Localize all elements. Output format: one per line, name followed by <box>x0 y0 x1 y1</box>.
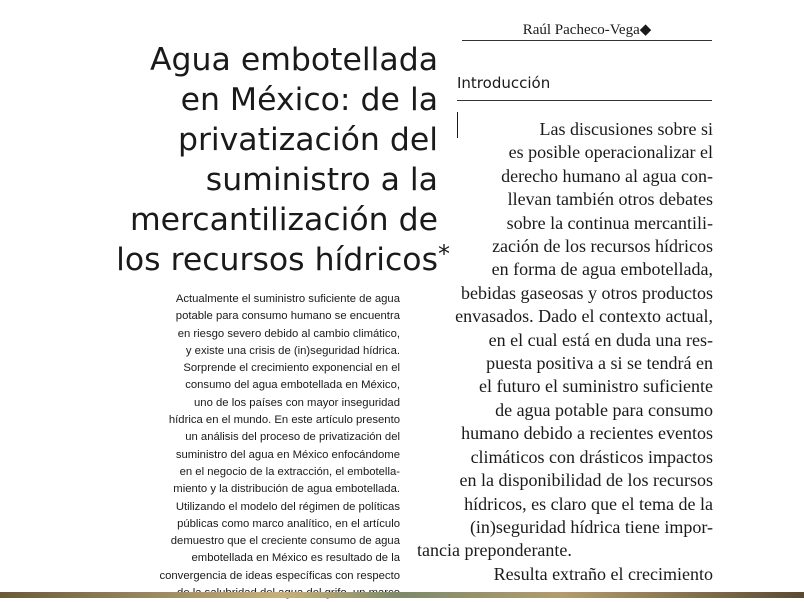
author-name: Raúl Pacheco-Vega◆ <box>522 22 652 38</box>
title-line: en México: de la <box>180 82 438 118</box>
abstract-line: suministro del agua en México enfocándome <box>175 448 400 461</box>
body-text <box>417 118 713 586</box>
abstract-line: consumo del agua embotellada en México, <box>185 379 400 392</box>
body-line: (in)seguridad hídrica tiene impor- <box>469 516 713 537</box>
section-heading-text: Introducción <box>457 74 551 92</box>
body-line: puesta positiva a si se tendrá en <box>486 353 713 374</box>
abstract-line: uno de los países con mayor inseguridad <box>194 396 400 409</box>
title-line: suministro a la <box>205 162 438 198</box>
bottom-photo-strip <box>0 592 804 598</box>
body-line: es posible operacionalizar el <box>508 142 713 163</box>
section-heading <box>457 74 712 101</box>
abstract-line: Sorprende el crecimiento exponencial en el <box>183 362 400 375</box>
body-line: humano debido a recientes eventos <box>461 423 713 444</box>
body-line: Resulta extraño el crecimiento <box>493 563 713 584</box>
abstract-line: Utilizando el modelo del régimen de políticas <box>175 500 400 513</box>
body-line: en el cual está en duda una res- <box>488 329 713 350</box>
body-line: tancia preponderante. <box>417 540 572 561</box>
abstract-line: potable para consumo humano se encuentra <box>175 310 400 323</box>
body-line: llevan también otros debates <box>507 189 713 210</box>
body-line: Las discusiones sobre si <box>539 119 713 139</box>
body-line: derecho humano al agua con- <box>501 165 713 186</box>
abstract-line: públicas como marco analítico, en el artículo <box>177 517 400 530</box>
body-line: zación de los recursos hídricos <box>492 236 713 257</box>
abstract-line: en el negocio de la extracción, el embotella- <box>179 465 400 478</box>
title-footnote-marker: * <box>438 240 450 268</box>
abstract-line: miento y la distribución de agua embotellada. <box>173 483 400 496</box>
abstract-line: en riesgo severo debido al cambio climático, <box>177 327 400 340</box>
abstract-line: Actualmente el suministro suficiente de agua <box>175 293 400 305</box>
body-line: en forma de agua embotellada, <box>491 259 713 280</box>
abstract-line: convergencia de ideas específicas con respecto <box>159 569 400 582</box>
article-title <box>78 40 450 280</box>
body-line: bebidas gaseosas y otros productos <box>461 282 713 303</box>
abstract <box>150 291 400 602</box>
abstract-line: hídrica en el mundo. En este artículo presento <box>168 414 400 427</box>
body-line: sobre la continua mercantili- <box>506 212 713 233</box>
body-line: de agua potable para consumo <box>495 399 713 420</box>
body-line: climáticos con drásticos impactos <box>470 446 713 467</box>
body-line: el futuro el suministro suficiente <box>479 376 713 397</box>
title-line: privatización del <box>177 122 438 158</box>
abstract-line: embotellada en México es resultado de la <box>191 552 400 565</box>
abstract-line: y existe una crisis de (in)seguridad hídrica. <box>185 344 400 357</box>
abstract-line: un análisis del proceso de privatización del <box>185 431 400 444</box>
title-line: Agua embotellada <box>150 42 438 78</box>
title-line: mercantilización de <box>129 202 438 238</box>
title-line: los recursos hídricos <box>116 242 438 278</box>
body-line: en la disponibilidad de los recursos <box>459 470 713 491</box>
author-header <box>462 20 712 41</box>
body-line: hídricos, es claro que el tema de la <box>464 493 713 514</box>
abstract-line: demuestro que el creciente consumo de agua <box>170 535 400 548</box>
body-line: envasados. Dado el contexto actual, <box>455 306 713 327</box>
